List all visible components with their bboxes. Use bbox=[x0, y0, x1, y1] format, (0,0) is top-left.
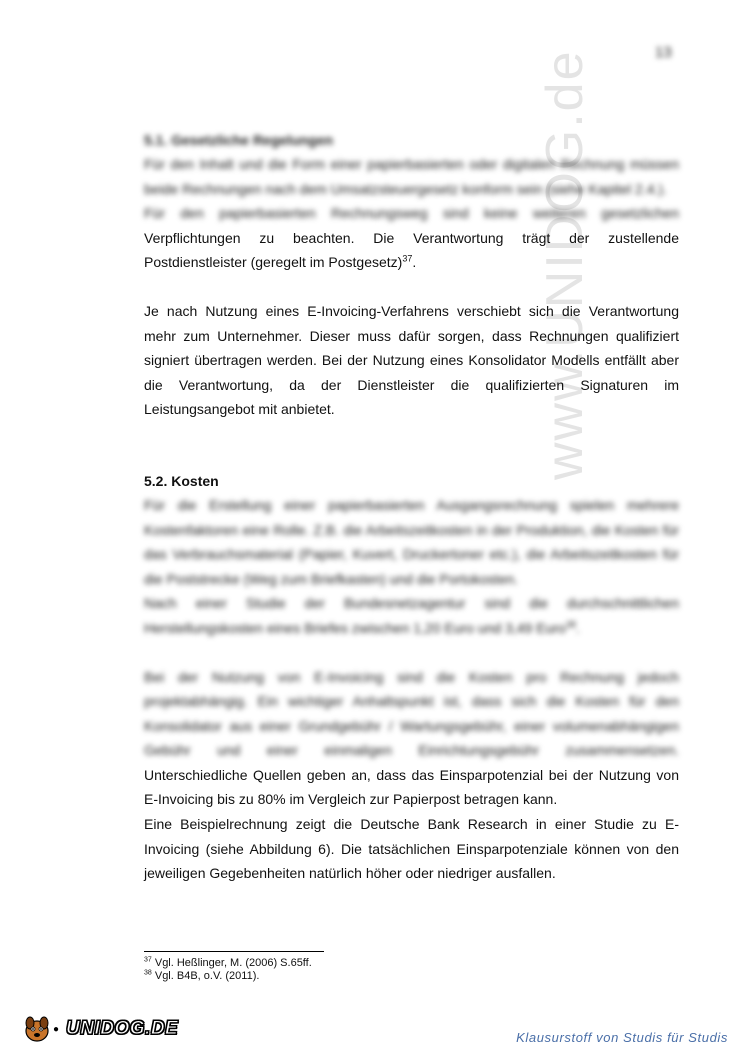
paragraph-text: Nach einer Studie der Bundesnetzagentur sind die durchschnittlichen Herstellungskosten eines Briefes zwischen 1,20 Euro und 3,49 Euro bbox=[144, 595, 679, 636]
paragraph-end: . bbox=[412, 254, 417, 271]
logo-wordmark: UNIDOG.DE bbox=[66, 1018, 179, 1039]
footnote-text: Vgl. B4B, o.V. (2011). bbox=[151, 970, 260, 982]
page-number: 13 bbox=[655, 44, 672, 61]
paw-icon: ● bbox=[53, 1023, 60, 1035]
unidog-logo bbox=[22, 1014, 178, 1044]
paragraph-blurred: Für die Erstellung einer papierbasierten Ausgangsrechnung spielen mehrere Kostenfaktoren eine Rolle. Z.B. die Arbeitszeitkosten in der Produktion, die Kosten für das Verbrauchsmaterial (Papier, Kuvert, Druckertoner etc.), die Arbeitszeitkosten für die Poststrecke (Weg zum Briefkasten) und die Portokosten. bbox=[144, 496, 679, 587]
paragraph-blurred: Nach einer Studie der Bundesnetzagentur sind die durchschnittlichen Herstellungskosten eines Briefes zwischen 1,20 Euro und 3,49 Euro$^{38}$. bbox=[144, 595, 679, 636]
paragraph: Unterschiedliche Quellen geben an, dass das Einsparpotenzial bei der Nutzung von E-Invoicing bis zu 80% im Vergleich zur Papierpost betragen kann. bbox=[144, 766, 679, 808]
footnote-ref: 37 bbox=[402, 253, 413, 264]
paragraph-line bbox=[144, 250, 679, 275]
paragraph-text: Postdienstleister (geregelt im Postgesetz) bbox=[144, 254, 403, 271]
paragraph-blurred: Für den Inhalt und die Form einer papierbasierten oder digitalen Rechnung müssen beide Rechnungen nach dem Umsatzsteuergesetz konform sein (siehe Kapitel 2.4.). bbox=[144, 156, 679, 197]
section-heading-kosten: 5.2. Kosten bbox=[144, 472, 219, 489]
dog-icon bbox=[22, 1014, 52, 1044]
footnotes bbox=[144, 957, 312, 983]
paragraph-line: Verpflichtungen zu beachten. Die Verantwortung trägt der zustellende bbox=[144, 229, 679, 246]
document-body bbox=[144, 128, 679, 886]
paragraph-blurred: Bei der Nutzung von E-Invoicing sind die Kosten pro Rechnung jedoch projektabhängig. Ein wichtiger Anhaltspunkt ist, dass sich die Kosten für den Konsolidator aus einer Grundgebühr / Wartungsgebühr, einer volumenabhängigen Gebühr und einer einmaligen Einrichtungsgebühr zusammensetzen. bbox=[144, 668, 679, 759]
footnote-ref: 38 bbox=[565, 619, 576, 630]
footnote-text: Vgl. Heßlinger, M. (2006) S.65ff. bbox=[151, 957, 312, 969]
paragraph-blurred: Für den papierbasierten Rechnungsweg sind keine weiteren gesetzlichen bbox=[144, 205, 679, 222]
footnote-divider bbox=[144, 951, 324, 952]
watermark-text: www.UNIDOG.de bbox=[536, 49, 594, 480]
footnote bbox=[144, 970, 312, 983]
footer-tagline: Klausurstoff von Studis für Studis bbox=[516, 1030, 728, 1045]
paragraph: Je nach Nutzung eines E-Invoicing-Verfahrens verschiebt sich die Verantwortung mehr zum Unternehmer. Dieser muss dafür sorgen, dass Rechnungen qualifiziert signiert übertragen werden. Bei der Nutzung eines Konsolidator Modells entfällt aber die Verantwortung, da der Dienstleister die qualifizierten Signaturen im Leistungsangebot mit anbietet. bbox=[144, 302, 679, 418]
footnote-number: 38 bbox=[144, 969, 152, 977]
footnote-number: 37 bbox=[144, 956, 152, 964]
footnote bbox=[144, 957, 312, 970]
paragraph: Eine Beispielrechnung zeigt die Deutsche Bank Research in einer Studie zu E-Invoicing (siehe Abbildung 6). Die tatsächlichen Einsparpotenziale können von den jeweiligen Gegebenheiten natürlich höher oder niedriger ausfallen. bbox=[144, 816, 679, 882]
section-heading-gesetzliche-regelungen: 5.1. Gesetzliche Regelungen bbox=[144, 132, 334, 148]
